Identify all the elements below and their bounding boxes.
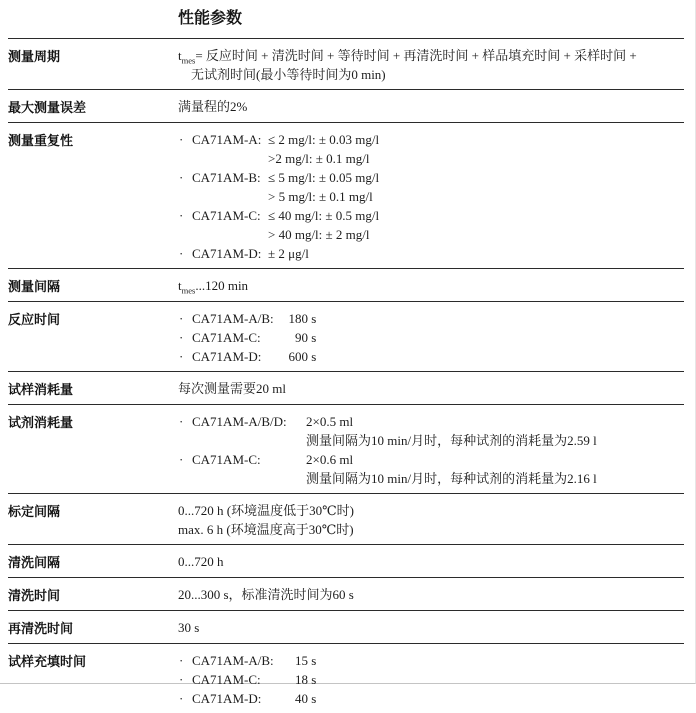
value-line (178, 412, 684, 431)
line-text: 18 s (280, 670, 684, 689)
line-text: 180 s (280, 309, 684, 328)
symbol-subscript: mes (181, 55, 196, 66)
line-text: ≤ 5 mg/l: ± 0.05 mg/l (268, 170, 380, 185)
value-line (178, 585, 684, 604)
spec-label: 试样充填时间 (8, 654, 87, 669)
spec-label: 试剂消耗量 (8, 415, 74, 430)
line-text: $t_{mes}=$ 反应时间 + 清洗时间 + 等待时间 + 再清洗时间 + 样品填充时间 + 采样时间 + (178, 48, 637, 66)
value-line (178, 618, 684, 637)
spec-label: 测量周期 (8, 49, 61, 64)
value-line (178, 450, 684, 469)
value-number: 180 (288, 311, 308, 326)
spec-label: 最大测量误差 (8, 100, 87, 115)
symbol-base: t (178, 278, 182, 293)
line-text: 15 s (280, 651, 684, 670)
spec-row (8, 122, 684, 268)
line-text: 40 s (280, 689, 684, 708)
spec-value (178, 618, 684, 638)
spec-value (178, 46, 684, 84)
line-text: 20...300 s，标准清洗时间为60 s (178, 587, 354, 602)
spec-row (8, 610, 684, 643)
value-line (178, 309, 684, 328)
line-text: max. 6 h (环境温度高于30℃时) (178, 522, 354, 537)
spec-label: 再清洗时间 (8, 621, 74, 636)
bullet-icon: · (179, 208, 184, 223)
spec-label: 标定间隔 (8, 504, 61, 519)
value-number: 18 (295, 672, 308, 687)
value-line (178, 46, 684, 65)
line-text: 2×0.5 ml (306, 414, 354, 429)
spec-row (8, 544, 684, 577)
line-text: 0...720 h (178, 554, 224, 569)
bullet-icon: · (179, 653, 184, 668)
value-line (178, 130, 684, 149)
page-title: 性能参数 (178, 10, 243, 27)
value-line (178, 168, 684, 187)
model-name: CA71AM-D: (192, 246, 262, 261)
bullet-icon: · (179, 246, 184, 261)
spec-label: 清洗时间 (8, 588, 61, 603)
spec-value (178, 130, 684, 263)
line-text: 600 s (280, 347, 684, 366)
spec-value (178, 97, 684, 117)
line-text: 0...720 h (环境温度低于30℃时) (178, 503, 354, 518)
spec-row (8, 301, 684, 371)
bullet-icon: · (179, 672, 184, 687)
symbol-base: t (178, 48, 182, 63)
line-text: 满量程的2% (178, 99, 248, 114)
line-text: 无试剂时间(最小等待时间为0 min) (191, 67, 386, 82)
value-number: 600 (288, 349, 308, 364)
spec-value (178, 651, 684, 708)
value-line (178, 225, 684, 244)
spec-row (8, 404, 684, 493)
spec-value (178, 309, 684, 366)
spec-label: 测量间隔 (8, 279, 61, 294)
value-line (178, 328, 684, 347)
value-line (178, 469, 684, 488)
value-line (178, 149, 684, 168)
model-name: CA71AM-A/B: (192, 653, 274, 668)
value-line (178, 520, 684, 539)
line-text: 测量间隔为10 min/月时，每种试剂的消耗量为2.16 l (306, 471, 597, 486)
value-line (178, 206, 684, 225)
line-text: $t_{mes}...120$ min (178, 278, 249, 296)
bullet-icon: · (179, 452, 184, 467)
spec-row (8, 577, 684, 610)
bullet-icon: · (179, 691, 184, 706)
value-line (178, 651, 684, 670)
value-number: 15 (295, 653, 308, 668)
model-name: CA71AM-C: (192, 208, 261, 223)
spec-value (178, 585, 684, 605)
spec-label: 清洗间隔 (8, 555, 61, 570)
section-header (0, 0, 695, 38)
value-line (178, 65, 684, 84)
line-text: ≤ 2 mg/l: ± 0.03 mg/l (268, 132, 380, 147)
model-name: CA71AM-A/B: (192, 311, 274, 326)
spec-row (8, 38, 684, 89)
spec-value (178, 276, 684, 296)
model-name: CA71AM-B: (192, 170, 261, 185)
spec-table (8, 38, 684, 713)
value-line (178, 379, 684, 398)
value-line (178, 552, 684, 571)
spec-label: 反应时间 (8, 312, 61, 327)
value-line (178, 244, 684, 263)
model-name: CA71AM-C: (192, 452, 261, 467)
value-line (178, 187, 684, 206)
value-number: 40 (295, 691, 308, 706)
line-text: >2 mg/l: ± 0.1 mg/l (268, 151, 370, 166)
bullet-icon: · (179, 330, 184, 345)
spec-row (8, 89, 684, 122)
spec-value (178, 552, 684, 572)
model-name: CA71AM-D: (192, 691, 262, 706)
bullet-icon: · (179, 170, 184, 185)
spec-value (178, 379, 684, 399)
bullet-icon: · (179, 349, 184, 364)
line-text: 90 s (280, 328, 684, 347)
spec-row (8, 371, 684, 404)
spec-value (178, 501, 684, 539)
spec-value (178, 412, 684, 488)
model-name: CA71AM-A/B/D: (192, 414, 287, 429)
line-text: 每次测量需要20 ml (178, 381, 286, 396)
value-line (178, 670, 684, 689)
line-text: 测量间隔为10 min/月时，每种试剂的消耗量为2.59 l (306, 433, 597, 448)
line-text: > 40 mg/l: ± 2 mg/l (268, 227, 370, 242)
spec-label: 试样消耗量 (8, 382, 74, 397)
value-line (178, 689, 684, 708)
bullet-icon: · (179, 414, 184, 429)
spec-row (8, 643, 684, 713)
value-number: 90 (295, 330, 308, 345)
spec-label: 测量重复性 (8, 133, 74, 148)
spec-row (8, 493, 684, 544)
value-line (178, 97, 684, 116)
model-name: CA71AM-D: (192, 349, 262, 364)
value-line (178, 276, 684, 295)
value-line (178, 501, 684, 520)
line-text: > 5 mg/l: ± 0.1 mg/l (268, 189, 373, 204)
value-line (178, 347, 684, 366)
bullet-icon: · (179, 311, 184, 326)
model-name: CA71AM-A: (192, 132, 262, 147)
bullet-icon: · (179, 132, 184, 147)
symbol-subscript: mes (181, 285, 196, 296)
line-text: 2×0.6 ml (306, 452, 354, 467)
model-name: CA71AM-C: (192, 672, 261, 687)
line-text: ± 2 μg/l (268, 246, 309, 261)
value-line (178, 431, 684, 450)
line-text: 30 s (178, 620, 200, 635)
spec-row (8, 268, 684, 301)
model-name: CA71AM-C: (192, 330, 261, 345)
line-text: ≤ 40 mg/l: ± 0.5 mg/l (268, 208, 380, 223)
